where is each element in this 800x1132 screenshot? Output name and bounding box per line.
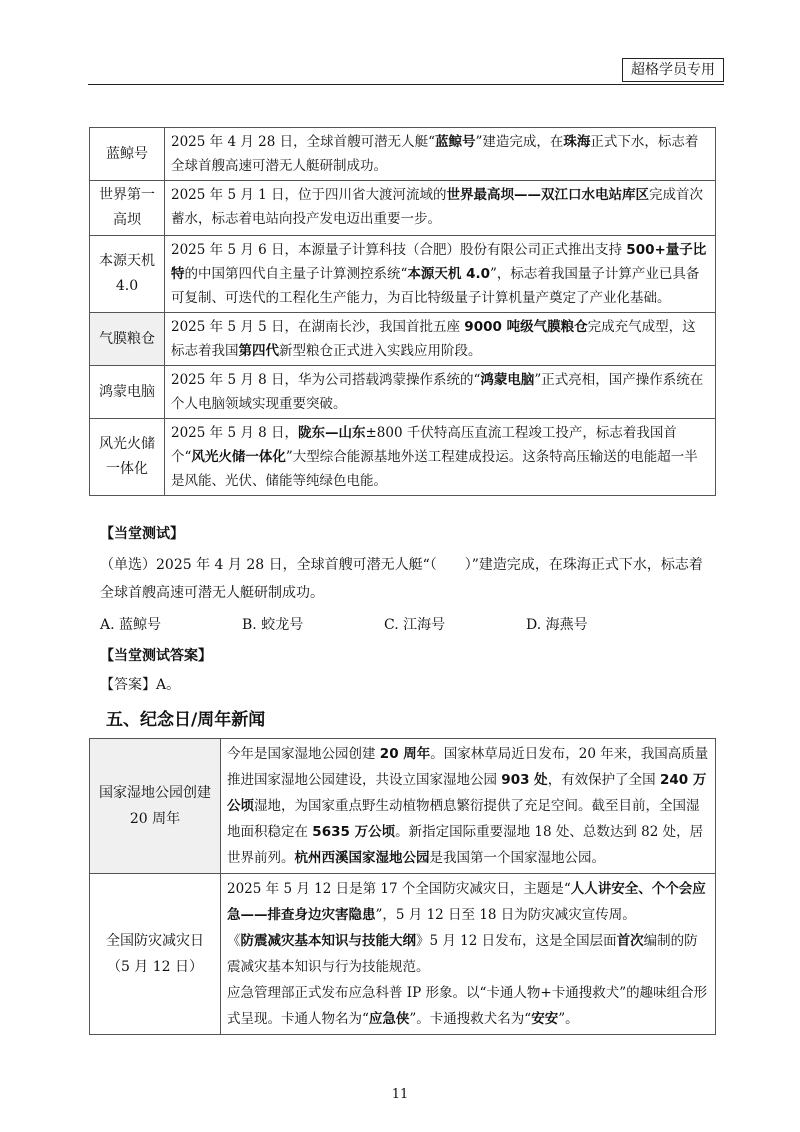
bold-text: 防震减灾基本知识与技能大纲 [240,933,416,949]
bold-text: 人人讲安全、个个会应急——排查身边灾害隐患 [227,881,706,923]
text-run: 新型粮仓正式进入实践应用阶段。 [279,343,482,359]
text-run: ”。卡通搜救犬名为“ [409,1011,532,1027]
table-row [90,366,716,419]
text-run: 2025 年 5 月 12 日是第 17 个全国防灾减灾日，主题是“ [227,881,571,897]
text-run: ”正式亮相，国产操作系统在个人电脑领域实现重要突破。 [171,372,704,412]
paragraph [227,928,709,980]
bold-text: 世界最高坝——双江口水电站库区 [446,187,649,203]
row-content [221,874,716,1035]
bold-text: 鸿蒙电脑 [480,372,535,388]
row-label: 气膜粮仓 [90,313,165,366]
table-row [90,313,716,366]
option-d: D. 海燕号 [526,617,588,633]
quiz-options [100,613,716,638]
bold-text: 20 周年 [379,746,431,762]
text-run: ”，5 月 12 日至 18 日为防灾减灾宣传周。 [375,907,636,923]
bold-text: 陇东—山东 [298,425,366,441]
row-content [165,313,716,366]
bold-text: 风光火储一体化 [191,449,286,465]
option-b: B. 蛟龙号 [242,617,304,633]
text-run: ”大型综合能源基地外送工程建成投运。这条特高压输送的电能超一半是风能、光伏、储能等纯绿色电能。 [171,449,698,489]
answer-heading: 【当堂测试答案】 [100,648,212,664]
bold-text: 珠海 [563,134,591,150]
bold-text: 9000 吨级气膜粮仓 [464,319,588,335]
bold-text: 5635 万公顷 [312,824,396,840]
row-label: 国家湿地公园创建 20 周年 [90,739,221,874]
paragraph [227,980,709,1032]
anniversary-table [89,738,716,1035]
row-label: 本源天机 4.0 [90,236,165,313]
row-content [221,739,716,874]
text-run: 》5 月 12 日发布，这是全国层面 [416,933,617,949]
paragraph [227,876,709,928]
row-label: 全国防灾减灾日（5 月 12 日） [90,874,221,1035]
text-run: 2025 年 5 月 6 日，本源量子计算科技（合肥）股份有限公司正式推出支持 [171,242,627,258]
option-c: C. 江海号 [384,617,446,633]
table-row [90,419,716,496]
text-run: 完成首次蓄水，标志着电站向投产发电迈出重要一步。 [171,187,703,227]
row-content [165,236,716,313]
row-label: 世界第一高坝 [90,181,165,236]
text-run: 今年是国家湿地公园创建 [227,746,380,762]
text-run: 。国家林草局近日发布，20 年来，我国高质量推进国家湿地公园建设，共设立国家湿地公园 [227,746,709,788]
text-run: ”。 [558,1011,579,1027]
table-row [90,128,716,181]
text-run: 2025 年 5 月 8 日， [171,425,298,441]
row-content [165,181,716,236]
bold-text: 本源天机 4.0 [407,266,491,282]
row-label: 鸿蒙电脑 [90,366,165,419]
text-run: 2025 年 5 月 8 日，华为公司搭载鸿蒙操作系统的“ [171,372,481,388]
row-label: 蓝鲸号 [90,128,165,181]
paragraph [227,741,709,871]
bold-text: 杭州西溪国家湿地公园 [294,850,430,866]
bold-text: 第四代 [238,343,279,359]
text-run: 2025 年 4 月 28 日，全球首艘可潜无人艇“ [171,134,435,150]
text-run: 完成充气成型，这标志着我国 [171,319,696,359]
table-row [90,739,716,874]
section-title: 五、纪念日/周年新闻 [106,710,266,730]
table-row [90,874,716,1035]
table-row [90,181,716,236]
text-run: ”，标志着我国量子计算产业已具备可复制、可迭代的工程化生产能力，为百比特级量子计算机量产奠定了产业化基础。 [171,266,700,306]
text-run: 。新指定国际重要湿地 18 处、总数达到 82 处，居世界前列。 [227,824,704,866]
row-content [165,366,716,419]
page-number: 11 [391,1087,409,1102]
table-row [90,236,716,313]
quiz-question: （单选）2025 年 4 月 28 日，全球首艘可潜无人艇“（ ）”建造完成，在珠海正式下水，标志着全球首艘高速可潜无人艇研制成功。 [100,557,703,601]
text-run: ”建造完成，在 [475,134,564,150]
exclusive-tag: 超格学员专用 [622,58,724,82]
bold-text: 903 处 [501,772,548,788]
text-run: 编制的防震减灾基本知识与行为技能规范。 [227,933,698,975]
text-run: 湿地，为国家重点野生动植物栖息繁衍提供了充足空间。截至目前，全国湿地面积稳定在 [227,798,700,840]
text-run: ±800 千伏特高压直流工程竣工投产，标志着我国首个“ [171,425,677,465]
quiz-heading: 【当堂测试】 [100,526,184,542]
bold-text: 240 万公顷 [227,772,707,814]
bold-text: 首次 [616,933,644,949]
news-table [89,127,716,496]
bold-text: 500+量子比特 [171,242,707,282]
text-run: 《 [227,933,241,949]
text-run: 是我国第一个国家湿地公园。 [429,850,605,866]
header-divider [88,84,724,85]
bold-text: 应急侠 [368,1011,410,1027]
text-run: ，有效保护了全国 [547,772,660,788]
row-label: 风光火储一体化 [90,419,165,496]
option-a: A. 蓝鲸号 [100,617,162,633]
row-content [165,128,716,181]
row-content [165,419,716,496]
text-run: 的中国第四代自主量子计算测控系统“ [184,266,408,282]
text-run: 2025 年 5 月 5 日，在湖南长沙，我国首批五座 [171,319,465,335]
quiz-section [100,522,716,698]
quiz-answer: 【答案】A。 [100,677,181,693]
bold-text: 安安 [531,1011,559,1027]
bold-text: 蓝鲸号 [434,134,476,150]
text-run: 应急管理部正式发布应急科普 IP 形象。以“卡通人物+卡通搜救犬”的趣味组合形式呈现。卡通人物名为“ [227,985,708,1027]
text-run: 2025 年 5 月 1 日，位于四川省大渡河流域的 [171,187,447,203]
text-run: 正式下水，标志着全球首艘高速可潜无人艇研制成功。 [171,134,699,174]
